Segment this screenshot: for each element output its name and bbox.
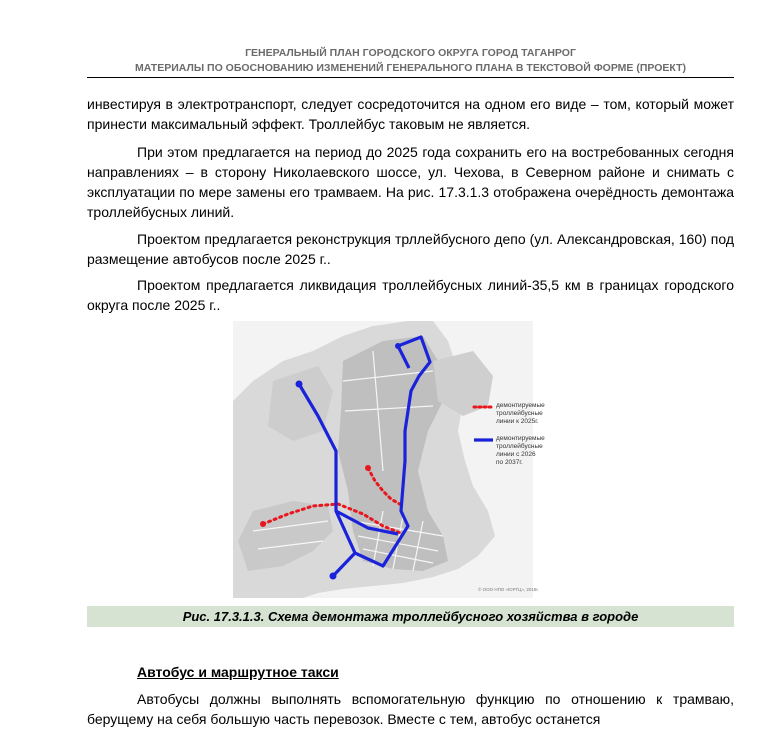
blue-route-endpoint-south: [330, 573, 337, 580]
legend-red-text-2: троллейбусные: [496, 410, 543, 417]
legend-blue-text-3: линии с 2026: [496, 451, 536, 458]
map-svg: [233, 321, 545, 598]
paragraph-1: инвестируя в электротранспорт, следует сосредоточится на одном его виде – том, который может принести максимальный эффект. Троллейбус таковым не является.: [87, 96, 734, 132]
legend-red-text-3: линии к 2025г.: [496, 418, 539, 425]
paragraph-final: Автобусы должны выполнять вспомогательную функцию по отношению к трамваю, берущему на себя большую часть перевозок. Вместе с тем, автобус останется: [87, 691, 734, 727]
figure-caption: Рис. 17.3.1.3. Схема демонтажа троллейбусного хозяйства в городе: [87, 606, 734, 627]
map-copyright: © ООО НПО «ЮРГЦ», 2018г.: [478, 587, 539, 592]
legend-red-text-1: демонтируемые: [496, 402, 545, 409]
header-line-1: ГЕНЕРАЛЬНЫЙ ПЛАН ГОРОДСКОГО ОКРУГА ГОРОД ТАГАНРОГ: [245, 47, 576, 59]
paragraph-4: Проектом предлагается ликвидация троллейбусных линий-35,5 км в границах городского округа после 2025 г..: [87, 277, 734, 313]
red-route-endpoint-west: [260, 521, 266, 527]
legend-blue-text-4: по 2037г.: [496, 459, 523, 466]
red-route-endpoint-center: [365, 465, 371, 471]
blue-route-endpoint-north: [296, 381, 303, 388]
header-divider: [87, 77, 734, 78]
legend-blue-text-1: демонтируемые: [496, 435, 545, 442]
document-header: [87, 46, 734, 76]
trolleybus-map-figure: [233, 321, 545, 598]
blue-route-endpoint-northeast: [395, 343, 401, 349]
header-line-2: МАТЕРИАЛЫ ПО ОБОСНОВАНИЮ ИЗМЕНЕНИЙ ГЕНЕРАЛЬНОГО ПЛАНА В ТЕКСТОВОЙ ФОРМЕ (ПРОЕКТ): [134, 62, 687, 74]
paragraph-2: При этом предлагается на период до 2025 года сохранить его на востребованных сегодня направлениях – в сторону Николаевского шоссе, ул. Чехова, в Северном районе и снимать с эксплуатации по мере замены его трамваем. На рис. 17.3.1.3 отображена очерёдность демонтажа троллейбусных линий.: [87, 144, 734, 220]
paragraph-3: Проектом предлагается реконструкция трллейбусного депо (ул. Александровская, 160) под размещение автобусов после 2025 г..: [87, 231, 734, 267]
legend-blue-text-2: троллейбусные: [496, 443, 543, 450]
section-subheading: Автобус и маршрутное такси: [137, 664, 339, 680]
